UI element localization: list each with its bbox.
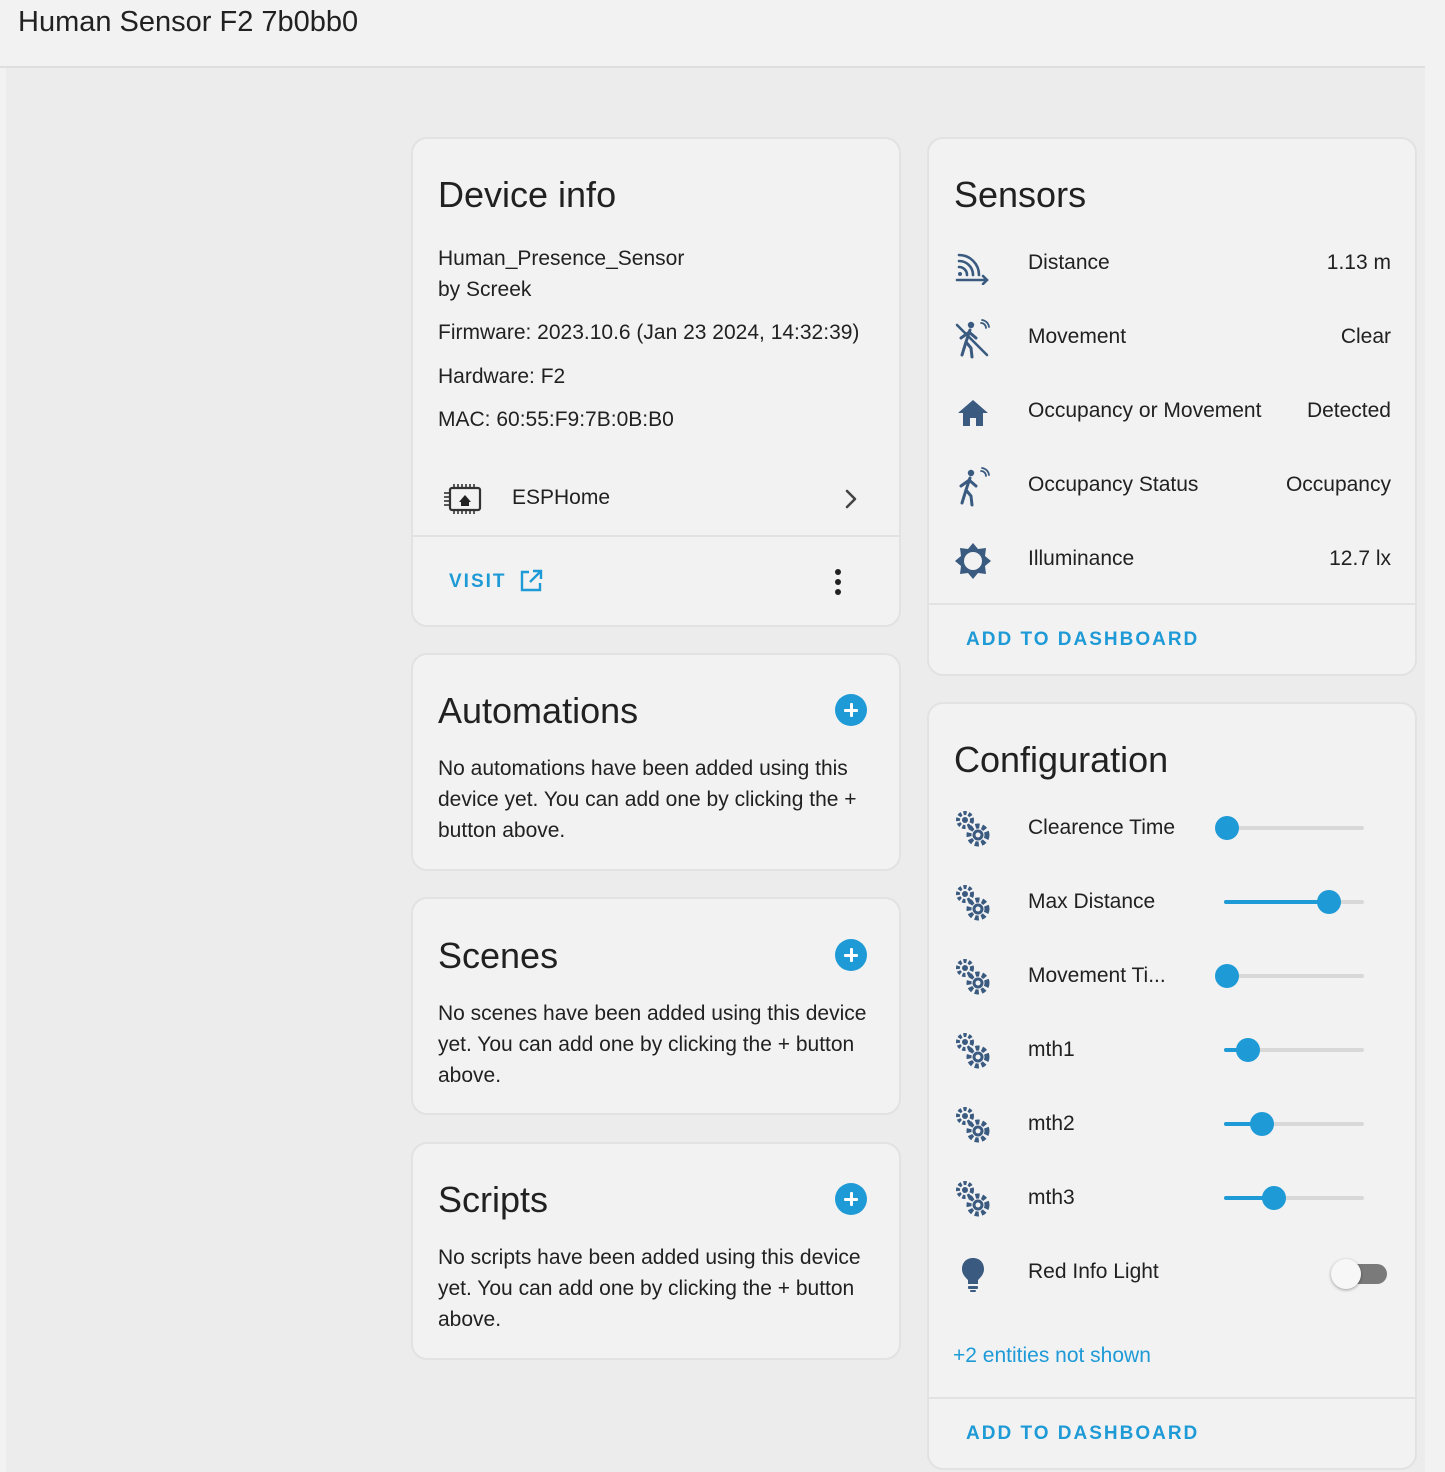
config-row-movement-time — [929, 946, 1415, 1006]
visit-label: VISIT — [449, 571, 507, 592]
slider-thumb[interactable] — [1317, 890, 1341, 914]
config-label: mth1 — [1028, 1038, 1075, 1061]
cogs-icon — [953, 1106, 993, 1146]
sensor-value: Clear — [1340, 325, 1391, 348]
chevron-right-icon — [841, 487, 861, 511]
device-firmware: Firmware: 2023.10.6 (Jan 23 2024, 14:32:39) — [438, 321, 860, 344]
scenes-card — [411, 897, 901, 1115]
slider-thumb[interactable] — [1250, 1112, 1274, 1136]
visit-button[interactable] — [443, 559, 553, 603]
page-title: Human Sensor F2 7b0bb0 — [18, 6, 359, 38]
config-label: mth2 — [1028, 1112, 1075, 1135]
config-slider[interactable] — [1224, 974, 1364, 978]
walk-motion-icon — [953, 467, 993, 507]
scenes-empty-text: No scenes have been added using this device yet. You can add one by clicking the + button above. — [438, 1002, 867, 1087]
sensor-value: Occupancy — [1285, 473, 1391, 496]
configuration-title: Configuration — [954, 739, 1169, 780]
cogs-icon — [953, 1032, 993, 1072]
sensor-label: Occupancy Status — [1028, 473, 1199, 496]
more-options-icon[interactable] — [828, 567, 848, 597]
top-bar — [0, 0, 1425, 68]
cogs-icon — [953, 1180, 993, 1220]
device-manufacturer: by Screek — [438, 278, 532, 301]
device-info-card — [411, 137, 901, 627]
device-mac: MAC: 60:55:F9:7B:0B:B0 — [438, 408, 674, 431]
config-row-max-distance — [929, 872, 1415, 932]
sensor-value: 12.7 lx — [1329, 547, 1391, 570]
toggle-knob — [1331, 1259, 1361, 1289]
config-slider[interactable] — [1224, 1122, 1364, 1126]
scripts-title: Scripts — [438, 1179, 549, 1220]
sensors-add-to-dashboard-button[interactable]: ADD TO DASHBOARD — [966, 629, 1200, 650]
add-scene-button[interactable] — [835, 939, 867, 971]
cogs-icon — [953, 958, 993, 998]
config-label: Max Distance — [1028, 890, 1156, 913]
configuration-add-to-dashboard-button[interactable]: ADD TO DASHBOARD — [966, 1423, 1200, 1444]
slider-thumb[interactable] — [1215, 964, 1239, 988]
automations-empty-text: No automations have been added using this device yet. You can add one by clicking the + button above. — [438, 757, 857, 842]
device-info-title: Device info — [438, 174, 617, 215]
scripts-empty-text: No scripts have been added using this device yet. You can add one by clicking the + button above. — [438, 1246, 861, 1331]
signal-distance-icon — [953, 245, 993, 285]
walk-motion-icon — [953, 319, 993, 359]
sensor-value: 1.13 m — [1326, 251, 1391, 274]
hidden-entities-link[interactable]: +2 entities not shown — [953, 1344, 1151, 1367]
configuration-card — [927, 702, 1417, 1470]
device-model: Human_Presence_Sensor — [438, 247, 685, 270]
configuration-divider — [929, 1397, 1415, 1399]
sensor-row-occupancy-status[interactable] — [929, 455, 1415, 515]
sensor-row-illuminance[interactable] — [929, 529, 1415, 589]
brightness-icon — [953, 541, 993, 581]
config-row-mth2 — [929, 1094, 1415, 1154]
automations-card — [411, 653, 901, 871]
cogs-icon — [953, 810, 993, 850]
config-slider[interactable] — [1224, 900, 1364, 904]
config-label: mth3 — [1028, 1186, 1075, 1209]
scenes-title: Scenes — [438, 935, 559, 976]
integration-row[interactable] — [413, 464, 899, 534]
config-slider[interactable] — [1224, 826, 1364, 830]
config-label: Red Info Light — [1028, 1260, 1159, 1283]
sensor-label: Illuminance — [1028, 547, 1135, 570]
red-info-light-toggle[interactable] — [1331, 1262, 1387, 1286]
config-row-red-info-light — [929, 1242, 1415, 1302]
sensor-label: Movement — [1028, 325, 1127, 348]
home-icon — [953, 393, 993, 433]
sensors-card — [927, 137, 1417, 676]
sensors-divider — [929, 603, 1415, 605]
device-info-divider — [413, 535, 899, 537]
sensor-row-occupancy-or-movement[interactable] — [929, 381, 1415, 441]
sensor-label: Occupancy or Movement — [1028, 399, 1262, 422]
slider-thumb[interactable] — [1215, 816, 1239, 840]
config-row-clearence-time — [929, 798, 1415, 858]
sensor-value: Detected — [1306, 399, 1391, 422]
add-automation-button[interactable] — [835, 694, 867, 726]
slider-fill — [1224, 900, 1329, 904]
scripts-card — [411, 1142, 901, 1360]
automations-title: Automations — [438, 690, 639, 731]
slider-thumb[interactable] — [1262, 1186, 1286, 1210]
cogs-icon — [953, 884, 993, 924]
open-external-icon — [518, 568, 544, 594]
sensor-row-distance[interactable] — [929, 233, 1415, 293]
esphome-chip-icon — [443, 482, 483, 514]
sensor-label: Distance — [1028, 251, 1110, 274]
add-script-button[interactable] — [835, 1183, 867, 1215]
config-label: Clearence Time — [1028, 816, 1176, 839]
device-hardware: Hardware: F2 — [438, 365, 566, 388]
integration-name: ESPHome — [512, 486, 611, 509]
config-label: Movement Ti... — [1028, 964, 1166, 987]
sensors-title: Sensors — [954, 174, 1087, 215]
config-row-mth3 — [929, 1168, 1415, 1228]
slider-thumb[interactable] — [1236, 1038, 1260, 1062]
config-slider[interactable] — [1224, 1196, 1364, 1200]
config-row-mth1 — [929, 1020, 1415, 1080]
config-slider[interactable] — [1224, 1048, 1364, 1052]
sensor-row-movement[interactable] — [929, 307, 1415, 367]
lightbulb-icon — [953, 1254, 993, 1294]
